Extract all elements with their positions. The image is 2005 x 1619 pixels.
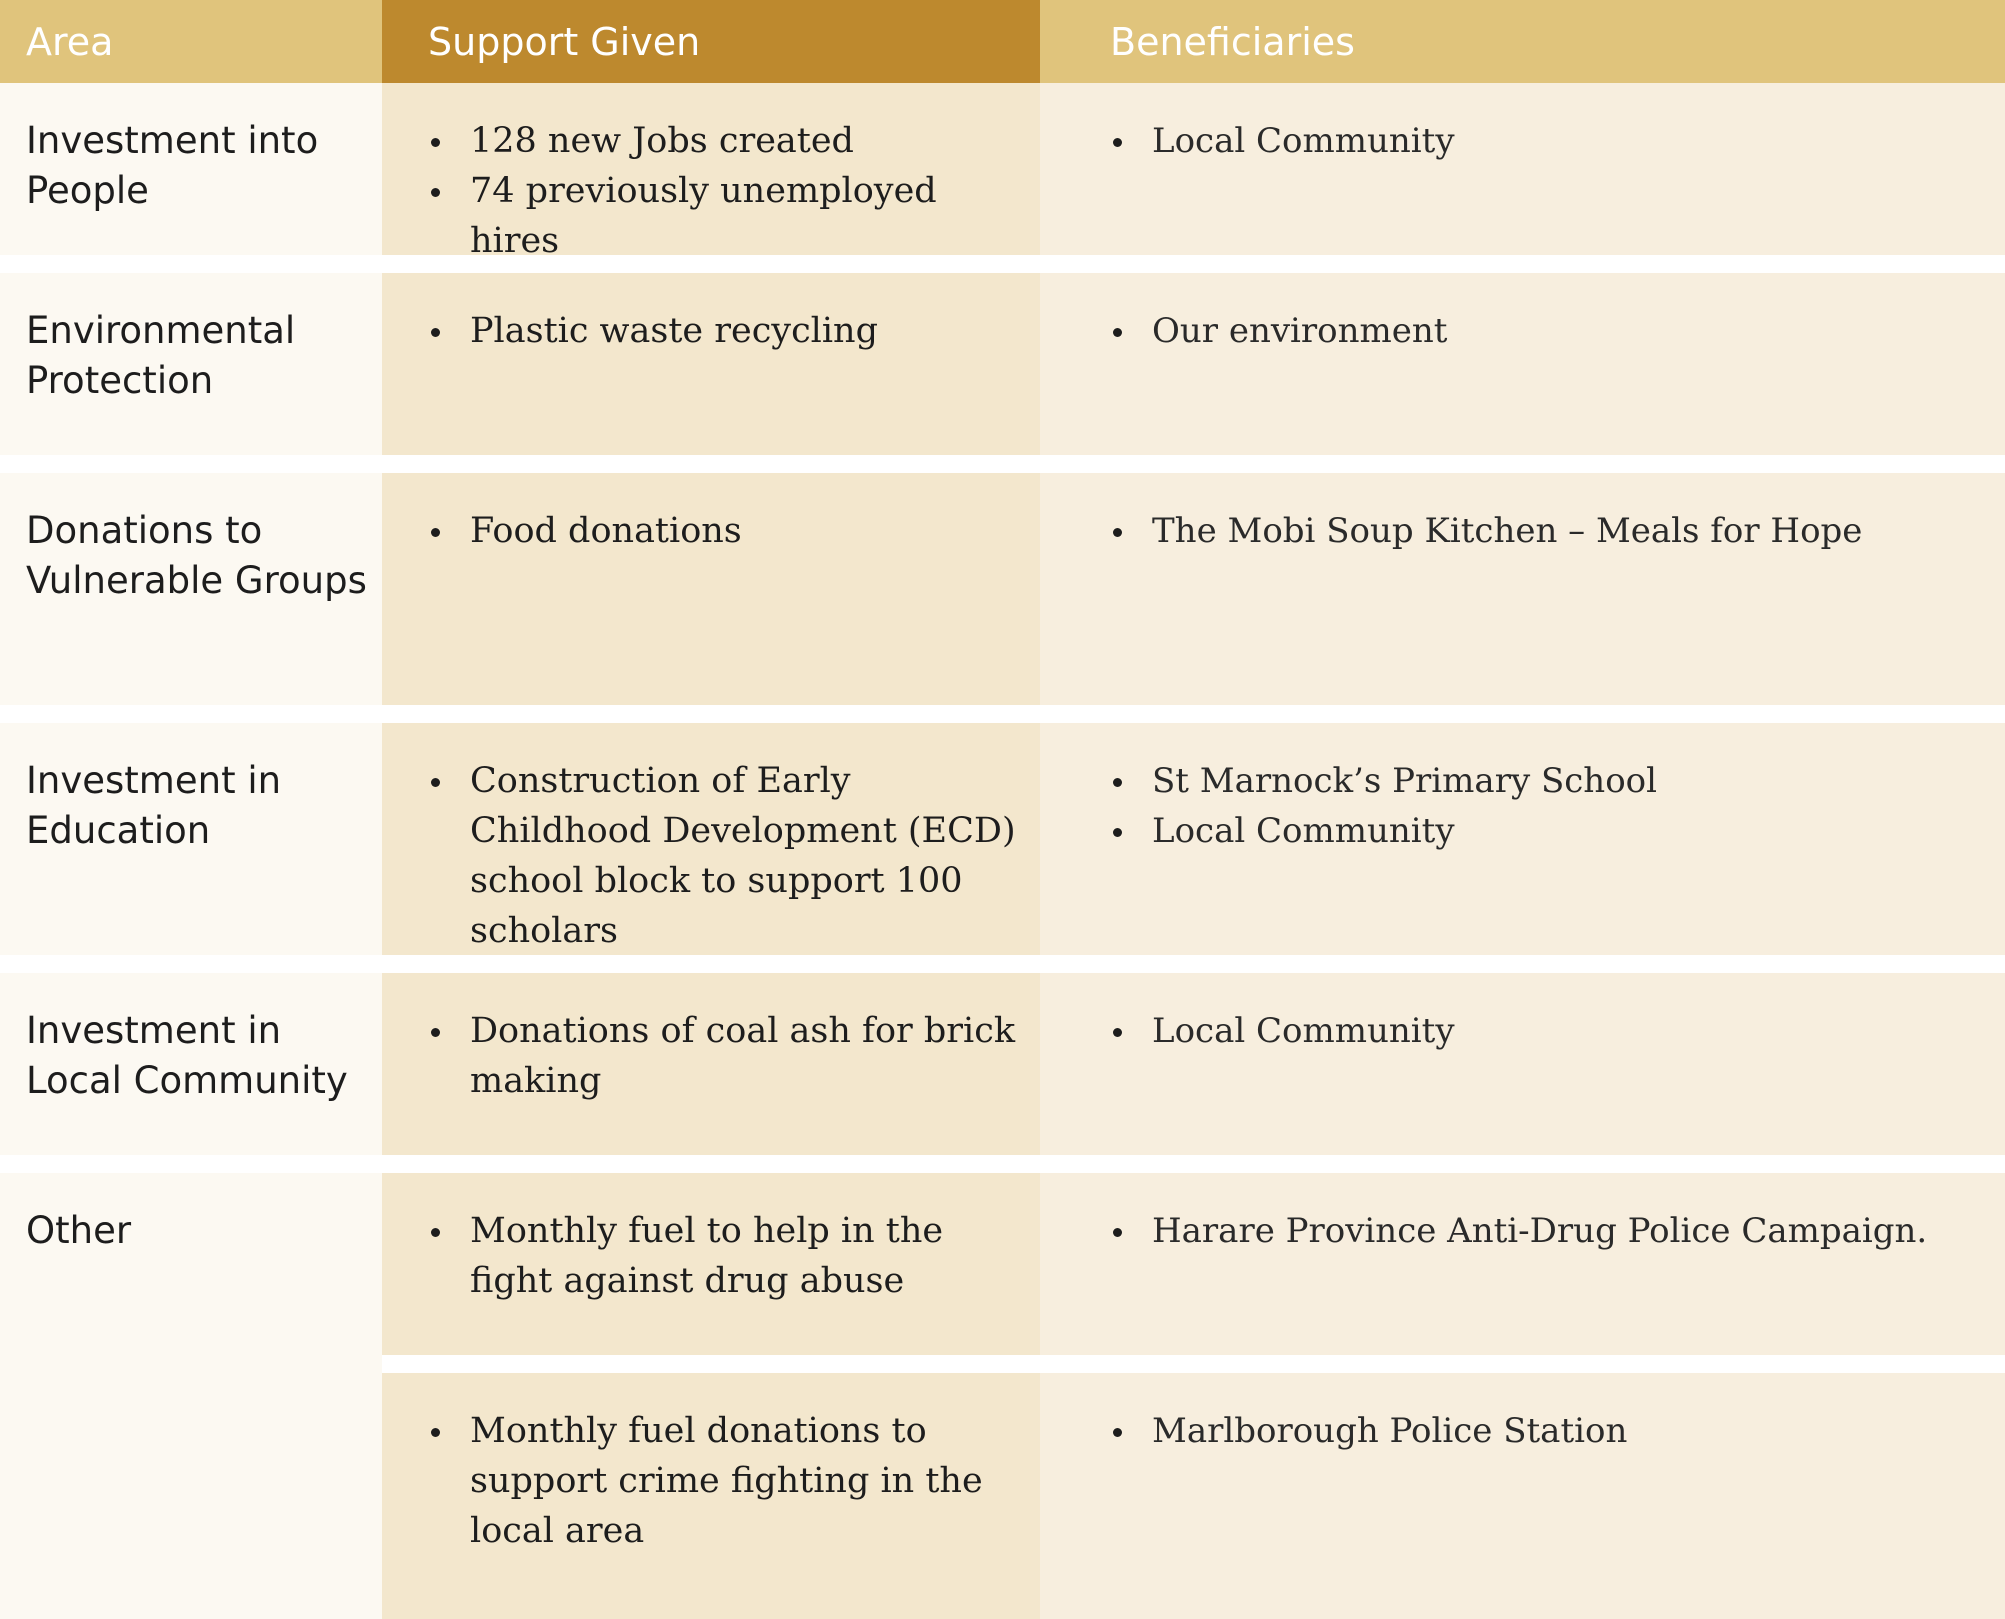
area-cell: Other bbox=[0, 1173, 382, 1619]
support-cell bbox=[382, 1373, 1040, 1619]
beneficiaries-cell bbox=[1040, 723, 2005, 955]
beneficiary-item: Marlborough Police Station bbox=[1110, 1406, 1985, 1456]
beneficiaries-cell bbox=[1040, 273, 2005, 455]
beneficiaries-cell bbox=[1040, 1373, 2005, 1619]
beneficiary-item: Local Community bbox=[1110, 1006, 1985, 1056]
header-beneficiaries: Beneficiaries bbox=[1040, 0, 2005, 83]
support-item: Plastic waste recycling bbox=[428, 306, 1020, 356]
support-item: Construction of Early Childhood Development (ECD) school block to support 100 scholars bbox=[428, 756, 1020, 956]
support-cell bbox=[382, 473, 1040, 705]
support-item: Food donations bbox=[428, 506, 1020, 556]
area-cell: Environmental Protection bbox=[0, 273, 382, 455]
support-cell bbox=[382, 273, 1040, 455]
area-cell: Investment in Education bbox=[0, 723, 382, 955]
area-cell: Investment in Local Community bbox=[0, 973, 382, 1155]
beneficiaries-cell bbox=[1040, 473, 2005, 705]
beneficiary-item: The Mobi Soup Kitchen – Meals for Hope bbox=[1110, 506, 1985, 556]
support-item: Monthly fuel donations to support crime fighting in the local area bbox=[428, 1406, 1020, 1556]
beneficiaries-cell bbox=[1040, 83, 2005, 255]
beneficiary-item: Our environment bbox=[1110, 306, 1985, 356]
support-cell bbox=[382, 973, 1040, 1155]
beneficiaries-cell bbox=[1040, 973, 2005, 1155]
support-item: Monthly fuel to help in the fight against drug abuse bbox=[428, 1206, 1020, 1306]
header-area: Area bbox=[0, 0, 382, 83]
header-support-given: Support Given bbox=[382, 0, 1040, 83]
support-item: 74 previously unemployed hires bbox=[428, 166, 1020, 266]
beneficiaries-cell bbox=[1040, 1173, 2005, 1355]
support-cell bbox=[382, 723, 1040, 955]
beneficiary-item: St Marnock’s Primary School bbox=[1110, 756, 1985, 806]
support-item: Donations of coal ash for brick making bbox=[428, 1006, 1020, 1106]
support-cell bbox=[382, 83, 1040, 261]
support-cell bbox=[382, 1173, 1040, 1355]
area-cell: Donations to Vulnerable Groups bbox=[0, 473, 382, 705]
support-item: 128 new Jobs created bbox=[428, 116, 1020, 166]
beneficiary-item: Local Community bbox=[1110, 116, 1985, 166]
area-cell: Investment into People bbox=[0, 83, 382, 255]
beneficiary-item: Harare Province Anti-Drug Police Campaign. bbox=[1110, 1206, 1985, 1256]
beneficiary-item: Local Community bbox=[1110, 806, 1985, 856]
